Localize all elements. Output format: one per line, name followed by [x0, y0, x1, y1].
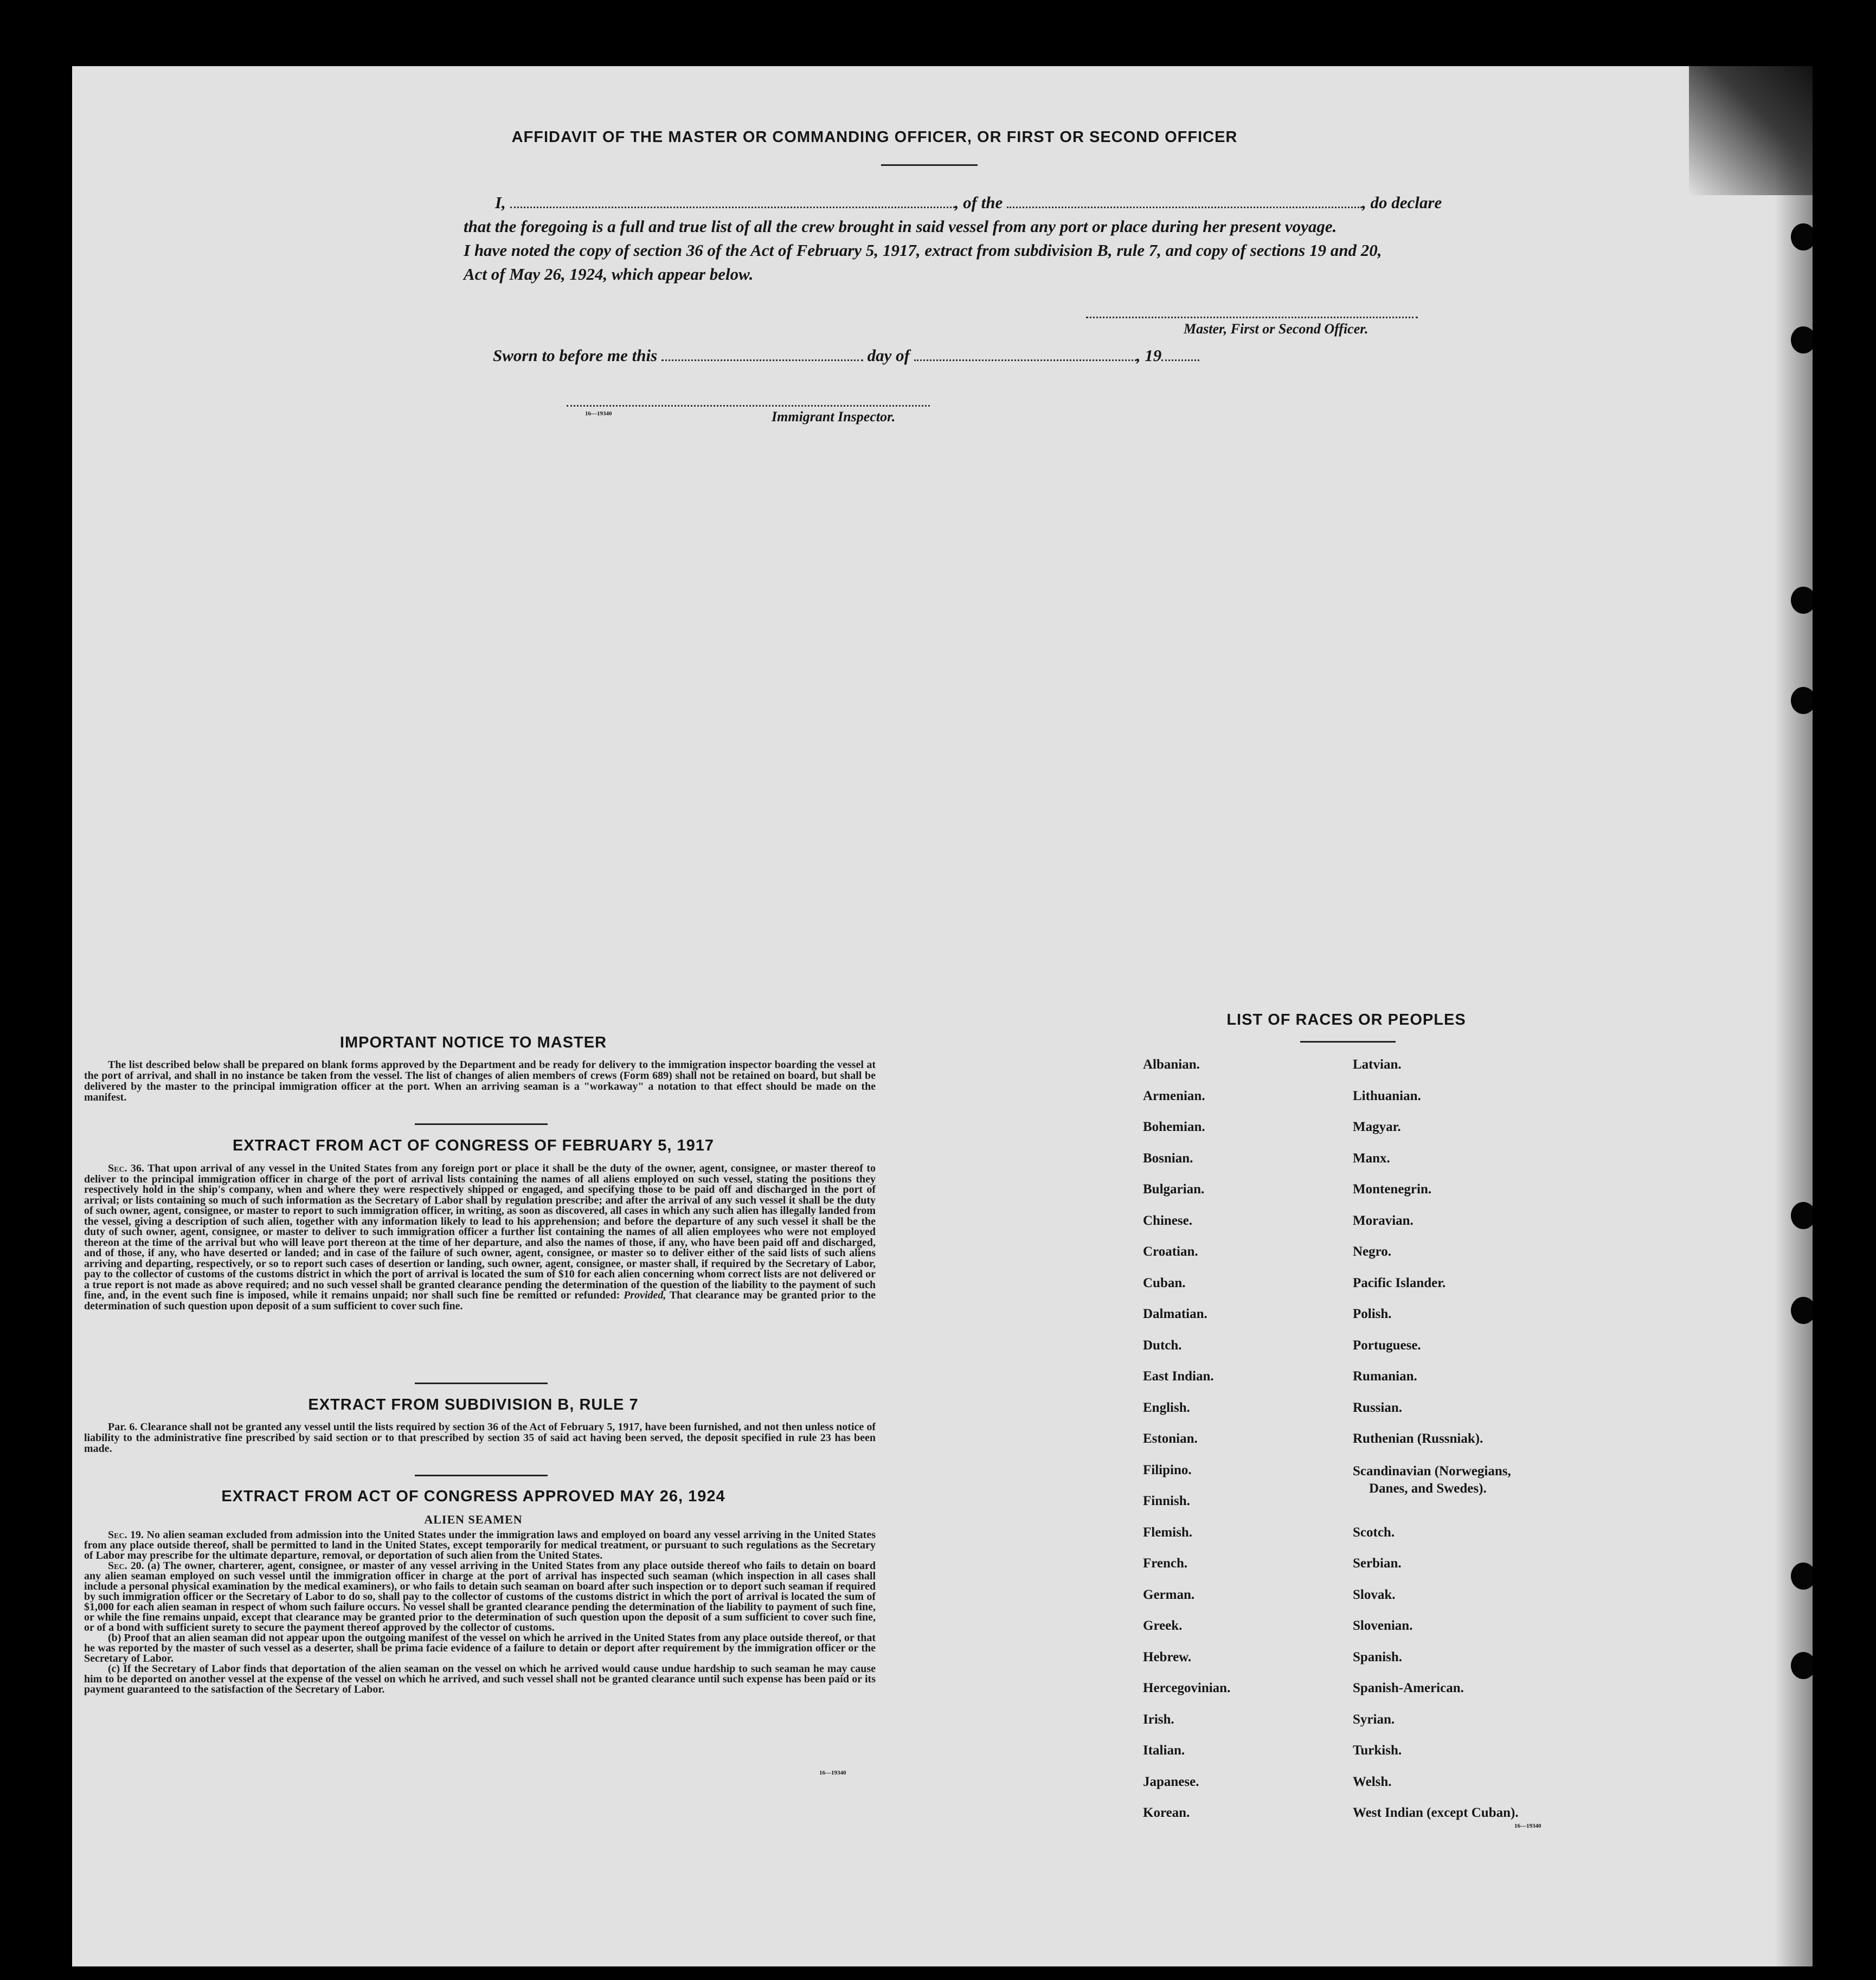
inspector-label: Immigrant Inspector. [772, 409, 896, 425]
form-number: 16—19340 [1514, 1823, 1541, 1829]
race-item: Slovenian. [1353, 1618, 1413, 1633]
sec-36-text: That upon arrival of any vessel in the United States from any foreign port or place it shall be the duty of the owner, agent, consignee, or master thereof to deliver to the principal immigration officer in charge of the port of arrival lists containing the names of all aliens employed on such vessel, stating the positions they respectively hold in the ship's company, when and where they were respectively shipped or engaged, and specifying those to be paid off and discharged in the port of arrival; or lists containing so much of such information as the Secretary of Labor shall by regulation prescribe; and after the arrival of any such vessel it shall be the duty of such owner, agent, consignee, or master to report to such immigration officer, in writing, as soon as discovered, all cases in which any such alien has illegally landed from the vessel, giving a description of such alien, together with any information likely to lead to his apprehension; and before the departure of any such vessel it shall be the duty of such owner, agent, consignee, or master to deliver to such immigration officer a further list containing the names of all alien employees who were not employed thereon at the time of the arrival but who will leave port thereon at the time of her departure, and also the names of those, if any, who have been paid off and discharged, and of those, if any, who have deserted or landed; and in case of the failure of such owner, agent, consignee, or master so to deliver either of the said lists of such aliens arriving and departing, respectively, or so to report such cases of desertion or landing, such owner, agent, consignee, or master shall, if required by the Secretary of Labor, pay to the collector of customs of the customs district in which the port of arrival is located the sum of $10 for each alien concerning whom correct lists are not delivered or a true report is not made as above required; and no such vessel shall be granted clearance pending the determination of the question of the liability to the payment of such fine, and, in the event such fine is imposed, while it remains unpaid; nor shall such fine be remitted or refunded: [84, 1162, 876, 1301]
notice-paragraph: The list described below shall be prepared on blank forms approved by the Department and be ready for delivery to the immigration inspector boarding the vessel at the port of arrival, and shall in no instance be taken from the vessel. The list of changes of alien members of crews (Form 689) shall not be retained on board, but shall be delivered by the master to the principal immigration officer at the port. When an arriving seaman is a "workaway" a notation to that effect should be made on the manifest. [84, 1059, 876, 1103]
provided-word: Provided, [624, 1289, 666, 1301]
rule-7-title: EXTRACT FROM SUBDIVISION B, RULE 7 [308, 1396, 639, 1413]
race-item: Moravian. [1353, 1213, 1414, 1228]
race-item: Turkish. [1353, 1743, 1402, 1758]
declaration-line-2: that the foregoing is a full and true list of all the crew brought in said vessel from any port or place during her present voyage. [464, 217, 1337, 236]
title-underline [881, 164, 978, 166]
race-item: Albanian. [1143, 1057, 1200, 1072]
race-item: Scotch. [1353, 1525, 1395, 1540]
master-signature-label: Master, First or Second Officer. [1184, 321, 1369, 337]
race-item: German. [1143, 1587, 1195, 1602]
race-item: Latvian. [1353, 1057, 1402, 1072]
race-item: Finnish. [1143, 1494, 1190, 1508]
race-item: Armenian. [1143, 1088, 1205, 1103]
master-signature-line[interactable] [1086, 317, 1418, 318]
race-item: Pacific Islander. [1353, 1275, 1446, 1290]
day-of-label: day of [867, 346, 910, 365]
race-item: Slovak. [1353, 1587, 1396, 1602]
year-prefix: , 19 [1136, 346, 1162, 365]
race-item: Italian. [1143, 1743, 1185, 1758]
race-item: Polish. [1353, 1307, 1392, 1321]
race-item: Dutch. [1143, 1338, 1182, 1353]
sec-20a-text: (a) The owner, charterer, agent, consignee, or master of any vessel arriving in the United States from any place outside thereof who fails to detain on board any alien seaman employed on such vessel until the immigration officer in charge at the port of arrival has inspected such seaman (which inspection in all cases shall include a personal physical examination by the medical examiners), or who fails to detain such seaman on board after such inspection or to deport such seaman if required by such immigration officer or the Secretary of Labor to do so, shall pay to the collector of customs of the customs district in which the port of arrival is located the sum of $1,000 for each alien seaman in respect of whom such failure occurs. No vessel shall be granted clearance pending the determination of the liability to payment of such fine, or while the fine remains unpaid, except that clearance may be granted prior to the determination of such question upon the deposit of a sum sufficient to cover such fine, or of a bond with sufficient surety to secure the payment thereof approved by the collector of customs. [84, 1560, 876, 1634]
race-item: Montenegrin. [1353, 1182, 1432, 1197]
sec-20-label: Sec. 20. [108, 1560, 144, 1572]
race-item: French. [1143, 1556, 1188, 1571]
race-item: Russian. [1353, 1400, 1403, 1415]
race-item: Serbian. [1353, 1556, 1402, 1571]
race-item: Greek. [1143, 1618, 1183, 1633]
inspector-signature-line[interactable] [567, 405, 930, 407]
extract-1917-title: EXTRACT FROM ACT OF CONGRESS OF FEBRUARY 5, 1917 [232, 1137, 715, 1154]
race-item: West Indian (except Cuban). [1353, 1805, 1519, 1820]
notice-text [84, 1059, 876, 1103]
race-item: Filipino. [1143, 1462, 1192, 1477]
punch-hole [1791, 326, 1813, 353]
form-number: 16—19340 [585, 410, 612, 417]
declarant-prefix: I, [495, 193, 506, 212]
sec-19-label: Sec. 19. [108, 1529, 144, 1541]
race-item: Syrian. [1353, 1712, 1395, 1727]
race-item: Bosnian. [1143, 1150, 1193, 1166]
sec-19-text: No alien seaman excluded from admission into the United States under the immigration laws and employed on board any vessel arriving in the United States from any place outside thereof, shall be permitted to land in the United States, except temporarily for medical treatment, or pursuant to such regulations as the Secretary of Labor may prescribe for the ultimate departure, removal, or deportation of such alien from the United States. [84, 1529, 876, 1561]
race-item: Dalmatian. [1143, 1307, 1207, 1321]
sworn-day-field[interactable] [661, 359, 863, 361]
sec-20c-text: (c) If the Secretary of Labor finds that deportation of the alien seaman on the vessel on which he arrived would cause undue hardship to such seaman he may cause him to be deported on another vessel at the expense of the vessel on which he arrived, and such vessel shall not be granted clearance until such expense has been paid or its payment guaranteed to the satisfaction of the Secretary of Labor. [84, 1663, 876, 1695]
declaration-line-3: I have noted the copy of section 36 of the Act of February 5, 1917, extract from subdivision B, rule 7, and copy of sections 19 and 20, [464, 241, 1382, 260]
extract-1924-title: EXTRACT FROM ACT OF CONGRESS APPROVED MAY 26, 1924 [221, 1488, 725, 1505]
race-item: Chinese. [1143, 1213, 1192, 1228]
section-divider [415, 1383, 548, 1384]
race-item: Ruthenian (Russniak). [1353, 1431, 1483, 1446]
punch-hole [1791, 1652, 1813, 1679]
race-item: Spanish-American. [1353, 1681, 1464, 1695]
vessel-name-field[interactable] [1007, 207, 1362, 208]
folded-corner [1689, 66, 1813, 195]
race-item: Hebrew. [1143, 1649, 1192, 1664]
race-item: Portuguese. [1353, 1338, 1421, 1353]
race-item: Rumanian. [1353, 1369, 1417, 1384]
race-item: Irish. [1143, 1712, 1174, 1727]
race-item: Negro. [1353, 1244, 1392, 1259]
race-item: Croatian. [1143, 1244, 1198, 1259]
sec-36-label: Sec. 36. [108, 1162, 145, 1174]
race-item: Lithuanian. [1353, 1088, 1421, 1103]
races-title-underline [1300, 1041, 1396, 1043]
extract-1917-text [84, 1163, 876, 1312]
punch-hole [1791, 587, 1813, 614]
punch-hole [1791, 687, 1813, 714]
section-divider [415, 1123, 548, 1125]
race-item: Cuban. [1143, 1275, 1186, 1290]
race-item: Spanish. [1353, 1649, 1403, 1664]
affidavit-declaration [464, 191, 1575, 286]
of-the-label: , of the [954, 193, 1003, 212]
notice-title: IMPORTANT NOTICE TO MASTER [339, 1034, 607, 1051]
races-title: LIST OF RACES OR PEOPLES [1226, 1011, 1466, 1028]
race-item: Estonian. [1143, 1431, 1198, 1446]
sec-20b-text: (b) Proof that an alien seaman did not appear upon the outgoing manifest of the vessel on which he arrived in the United States from any place outside thereof, or that he was reported by the master of such vessel as a deserter, shall be prima facie evidence of a failure to detain or deport after requirement by the immigration officer or the Secretary of Labor. [84, 1632, 876, 1664]
punch-hole [1791, 223, 1813, 250]
race-item: East Indian. [1143, 1369, 1214, 1384]
do-declare-label: , do declare [1362, 193, 1442, 212]
race-item: Welsh. [1353, 1774, 1392, 1789]
race-item: Bohemian. [1143, 1120, 1205, 1134]
race-item: Japanese. [1143, 1774, 1199, 1789]
sworn-label: Sworn to before me this [493, 346, 658, 365]
declaration-line-4: Act of May 26, 1924, which appear below. [464, 265, 754, 284]
punch-hole [1791, 1563, 1813, 1590]
form-number: 16—19340 [819, 1770, 846, 1776]
alien-seamen-subtitle: ALIEN SEAMEN [424, 1513, 523, 1526]
extract-1924-text [84, 1530, 876, 1695]
race-item: Danes, and Swedes). [1369, 1481, 1487, 1496]
race-item: Korean. [1143, 1805, 1190, 1820]
race-item: Scandinavian (Norwegians, [1353, 1464, 1511, 1478]
sworn-month-field[interactable] [914, 359, 1136, 361]
sworn-line [464, 344, 1199, 368]
punch-hole [1791, 1202, 1813, 1229]
race-item: Manx. [1353, 1150, 1390, 1166]
race-item: Hercegovinian. [1143, 1681, 1231, 1695]
sworn-year-field[interactable] [1161, 359, 1199, 361]
race-item: Flemish. [1143, 1525, 1192, 1540]
sec-36-text-end: That clearance may be granted prior to the determination of such question upon deposit of a sum sufficient to cover such fine. [84, 1289, 876, 1312]
affidavit-title: AFFIDAVIT OF THE MASTER OR COMMANDING OFFICER, OR FIRST OR SECOND OFFICER [511, 128, 1238, 146]
form-sheet [72, 66, 1813, 1966]
rule-7-paragraph: Par. 6. Clearance shall not be granted any vessel until the lists required by section 36 of the Act of February 5, 1917, have been furnished, and not then unless notice of liability to the administrative fine prescribed by said section or to that prescribed by section 35 of said act having been served, the deposit specified in rule 23 has been made. [84, 1421, 876, 1455]
race-item: Bulgarian. [1143, 1182, 1205, 1197]
punch-hole [1791, 1297, 1813, 1324]
rule-7-text [84, 1422, 876, 1454]
race-item: English. [1143, 1400, 1190, 1415]
race-item: Magyar. [1353, 1120, 1401, 1134]
section-divider [415, 1475, 548, 1476]
declarant-name-field[interactable] [510, 207, 955, 208]
